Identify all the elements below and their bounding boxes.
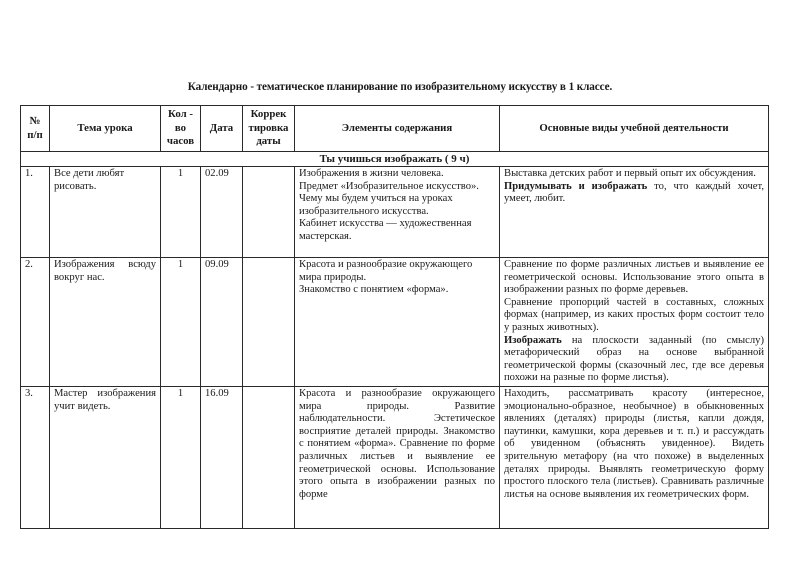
table-row <box>21 167 769 258</box>
content-line: Чему мы будем учиться на уроках изобразительного искусства. <box>299 193 453 217</box>
content-line: Изображения в жизни человека. <box>299 168 444 179</box>
content-line: Кабинет искусства — художественная мастерская. <box>299 218 472 242</box>
row-activities <box>500 258 769 387</box>
row-hours: 1 <box>161 387 201 529</box>
row-date: 09.09 <box>201 258 243 387</box>
row-topic: Изображения всюду вокруг нас. <box>50 258 161 387</box>
row-content-elements <box>295 387 500 529</box>
header-hours: Кол - во часов <box>161 106 201 152</box>
activity-text: Выставка детских работ и первый опыт их обсуждения. <box>504 168 756 179</box>
row-number: 2. <box>21 258 50 387</box>
content-line: Предмет «Изобразительное искусство». <box>299 180 479 192</box>
activity-bold: Изображать <box>504 334 562 346</box>
table-row <box>21 387 769 529</box>
lesson-plan-table <box>20 105 769 529</box>
activity-paragraph <box>504 181 764 206</box>
activity-bold: Придумывать и изображать <box>504 180 648 192</box>
content-line: Красота и разнообразие окружающего мира природы. <box>299 259 473 283</box>
section-row <box>21 152 769 167</box>
activity-paragraph <box>504 168 764 181</box>
row-date-correction <box>243 258 295 387</box>
row-date: 16.09 <box>201 387 243 529</box>
activity-text: Сравнение по форме различных листьев и выявление ее геометрической основы. Использование этого опыта в изображении разных по форме деревьев. <box>504 259 764 296</box>
row-date-correction <box>243 167 295 258</box>
row-number: 1. <box>21 167 50 258</box>
row-topic: Все дети любят рисовать. <box>50 167 161 258</box>
header-date: Дата <box>201 106 243 152</box>
content-line: Знакомство с понятием «форма». <box>299 284 449 296</box>
row-activities <box>500 387 769 529</box>
header-content-elements: Элементы содержания <box>295 106 500 152</box>
row-activities <box>500 167 769 258</box>
activity-text: то, что каждый хочет, умеет, любит. <box>504 180 764 205</box>
row-hours: 1 <box>161 258 201 387</box>
row-hours: 1 <box>161 167 201 258</box>
header-number: № п/п <box>21 106 50 152</box>
activity-text: на плоскости заданный (по смыслу) метафорический образ на основе выбранной геометрической формы (сказочный лес, где все деревья похожи на разные по форме листья). <box>504 334 764 384</box>
content-line: Красота и разнообразие окружающего мира природы. Развитие наблюдательности. Эстетическое восприятие деталей природы. Знакомство с понятием «форма». Сравнение по форме различных листьев и выявление ее геометрической основы. Использование этого опыта в изображении разных по форме <box>299 388 495 500</box>
row-topic: Мастер изображения учит видеть. <box>50 387 161 529</box>
table-row <box>21 258 769 387</box>
activity-text: Сравнение пропорций частей в составных, сложных формах (например, из каких простых форм состоит тело у разных животных). <box>504 296 764 333</box>
row-date-correction <box>243 387 295 529</box>
activity-paragraph <box>504 297 764 335</box>
table-header-row <box>21 106 769 152</box>
page-title: Календарно - тематическое планирование по изобразительному искусству в 1 классе. <box>187 81 613 93</box>
section-title: Ты учишься изображать ( 9 ч) <box>21 152 769 167</box>
row-date: 02.09 <box>201 167 243 258</box>
header-topic: Тема урока <box>50 106 161 152</box>
activity-text: Находить, рассматривать красоту (интересное, эмоционально-образное, необычное) в обыкновенных явлениях (деталях) природы (листья, капли дождя, паутинки, камушки, кора деревьев и т. п.) и рассуждать об увиденном (объяснять увиденное). Видеть зрительную метафору (на что похоже) в выделенных деталях природы. Выявлять геометрическую форму простого плоского тела (листьев). Сравнивать различные листья на основе выявления их геометрических форм. <box>504 388 764 500</box>
row-content-elements <box>295 258 500 387</box>
row-content-elements <box>295 167 500 258</box>
header-date-correction: Коррек тировка даты <box>243 106 295 152</box>
activity-paragraph <box>504 335 764 385</box>
row-number: 3. <box>21 387 50 529</box>
activity-paragraph <box>504 388 764 501</box>
activity-paragraph <box>504 259 764 297</box>
header-activities: Основные виды учебной деятельности <box>500 106 769 152</box>
